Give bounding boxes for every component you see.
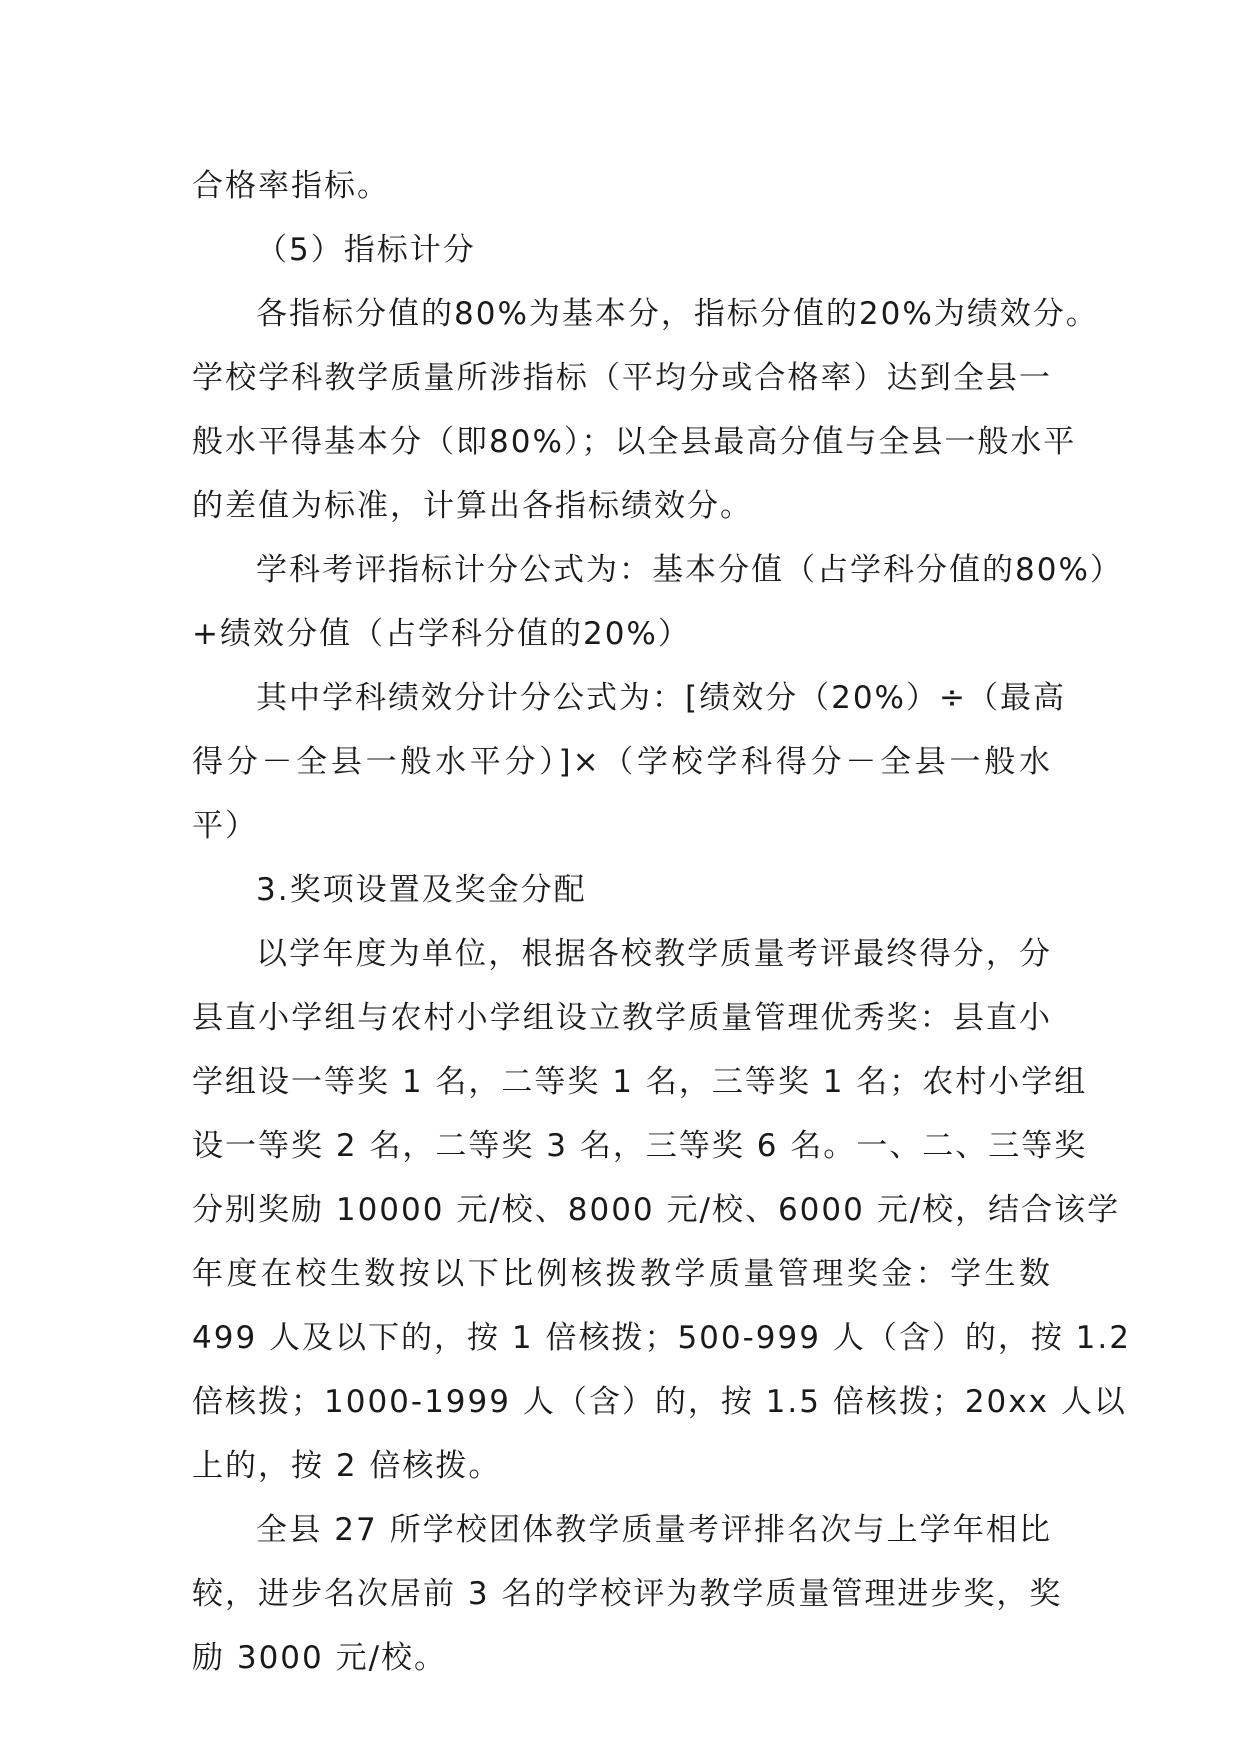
text-line: 学校学科教学质量所涉指标（平均分或合格率）达到全县一	[192, 360, 1052, 396]
text-line: 学科考评指标计分公式为：基本分值（占学科分值的80%）	[256, 552, 1123, 588]
text-line: 499 人及以下的，按 1 倍核拨；500-999 人（含）的，按 1.2	[192, 1320, 1131, 1356]
text-line: 得分－全县一般水平分）]×（学校学科得分－全县一般水	[192, 744, 1052, 780]
text-line: 般水平得基本分（即80%）；以全县最高分值与全县一般水平	[192, 424, 1077, 460]
text-line: 县直小学组与农村小学组设立教学质量管理优秀奖：县直小	[192, 1000, 1052, 1036]
text-line: 设一等奖 2 名，二等奖 3 名，三等奖 6 名。一、二、三等奖	[192, 1128, 1088, 1164]
text-line: +绩效分值（占学科分值的20%）	[192, 616, 691, 652]
text-line: 年度在校生数按以下比例核拨教学质量管理奖金：学生数	[192, 1256, 1052, 1292]
text-line: （5）指标计分	[256, 232, 476, 268]
text-line: 较，进步名次居前 3 名的学校评为教学质量管理进步奖，奖	[192, 1576, 1063, 1612]
text-line: 合格率指标。	[192, 168, 390, 204]
text-line: 倍核拨；1000-1999 人（含）的，按 1.5 倍核拨；20xx 人以	[192, 1384, 1127, 1420]
text-line: 3.奖项设置及奖金分配	[256, 872, 587, 908]
text-line: 全县 27 所学校团体教学质量考评排名次与上学年相比	[256, 1512, 1052, 1548]
text-line: 励 3000 元/校。	[192, 1640, 448, 1676]
text-line: 上的，按 2 倍核拨。	[192, 1448, 502, 1484]
text-line: 分别奖励 10000 元/校、8000 元/校、6000 元/校，结合该学	[192, 1192, 1121, 1228]
text-line: 其中学科绩效分计分公式为：[绩效分（20%）÷（最高	[256, 680, 1066, 716]
text-line: 学组设一等奖 1 名，二等奖 1 名，三等奖 1 名；农村小学组	[192, 1064, 1088, 1100]
document-body	[192, 154, 1131, 1690]
text-line: 平）	[192, 808, 258, 844]
text-line: 以学年度为单位，根据各校教学质量考评最终得分，分	[256, 936, 1052, 972]
text-line: 各指标分值的80%为基本分，指标分值的20%为绩效分。	[256, 296, 1099, 332]
text-line: 的差值为标准，计算出各指标绩效分。	[192, 488, 753, 524]
